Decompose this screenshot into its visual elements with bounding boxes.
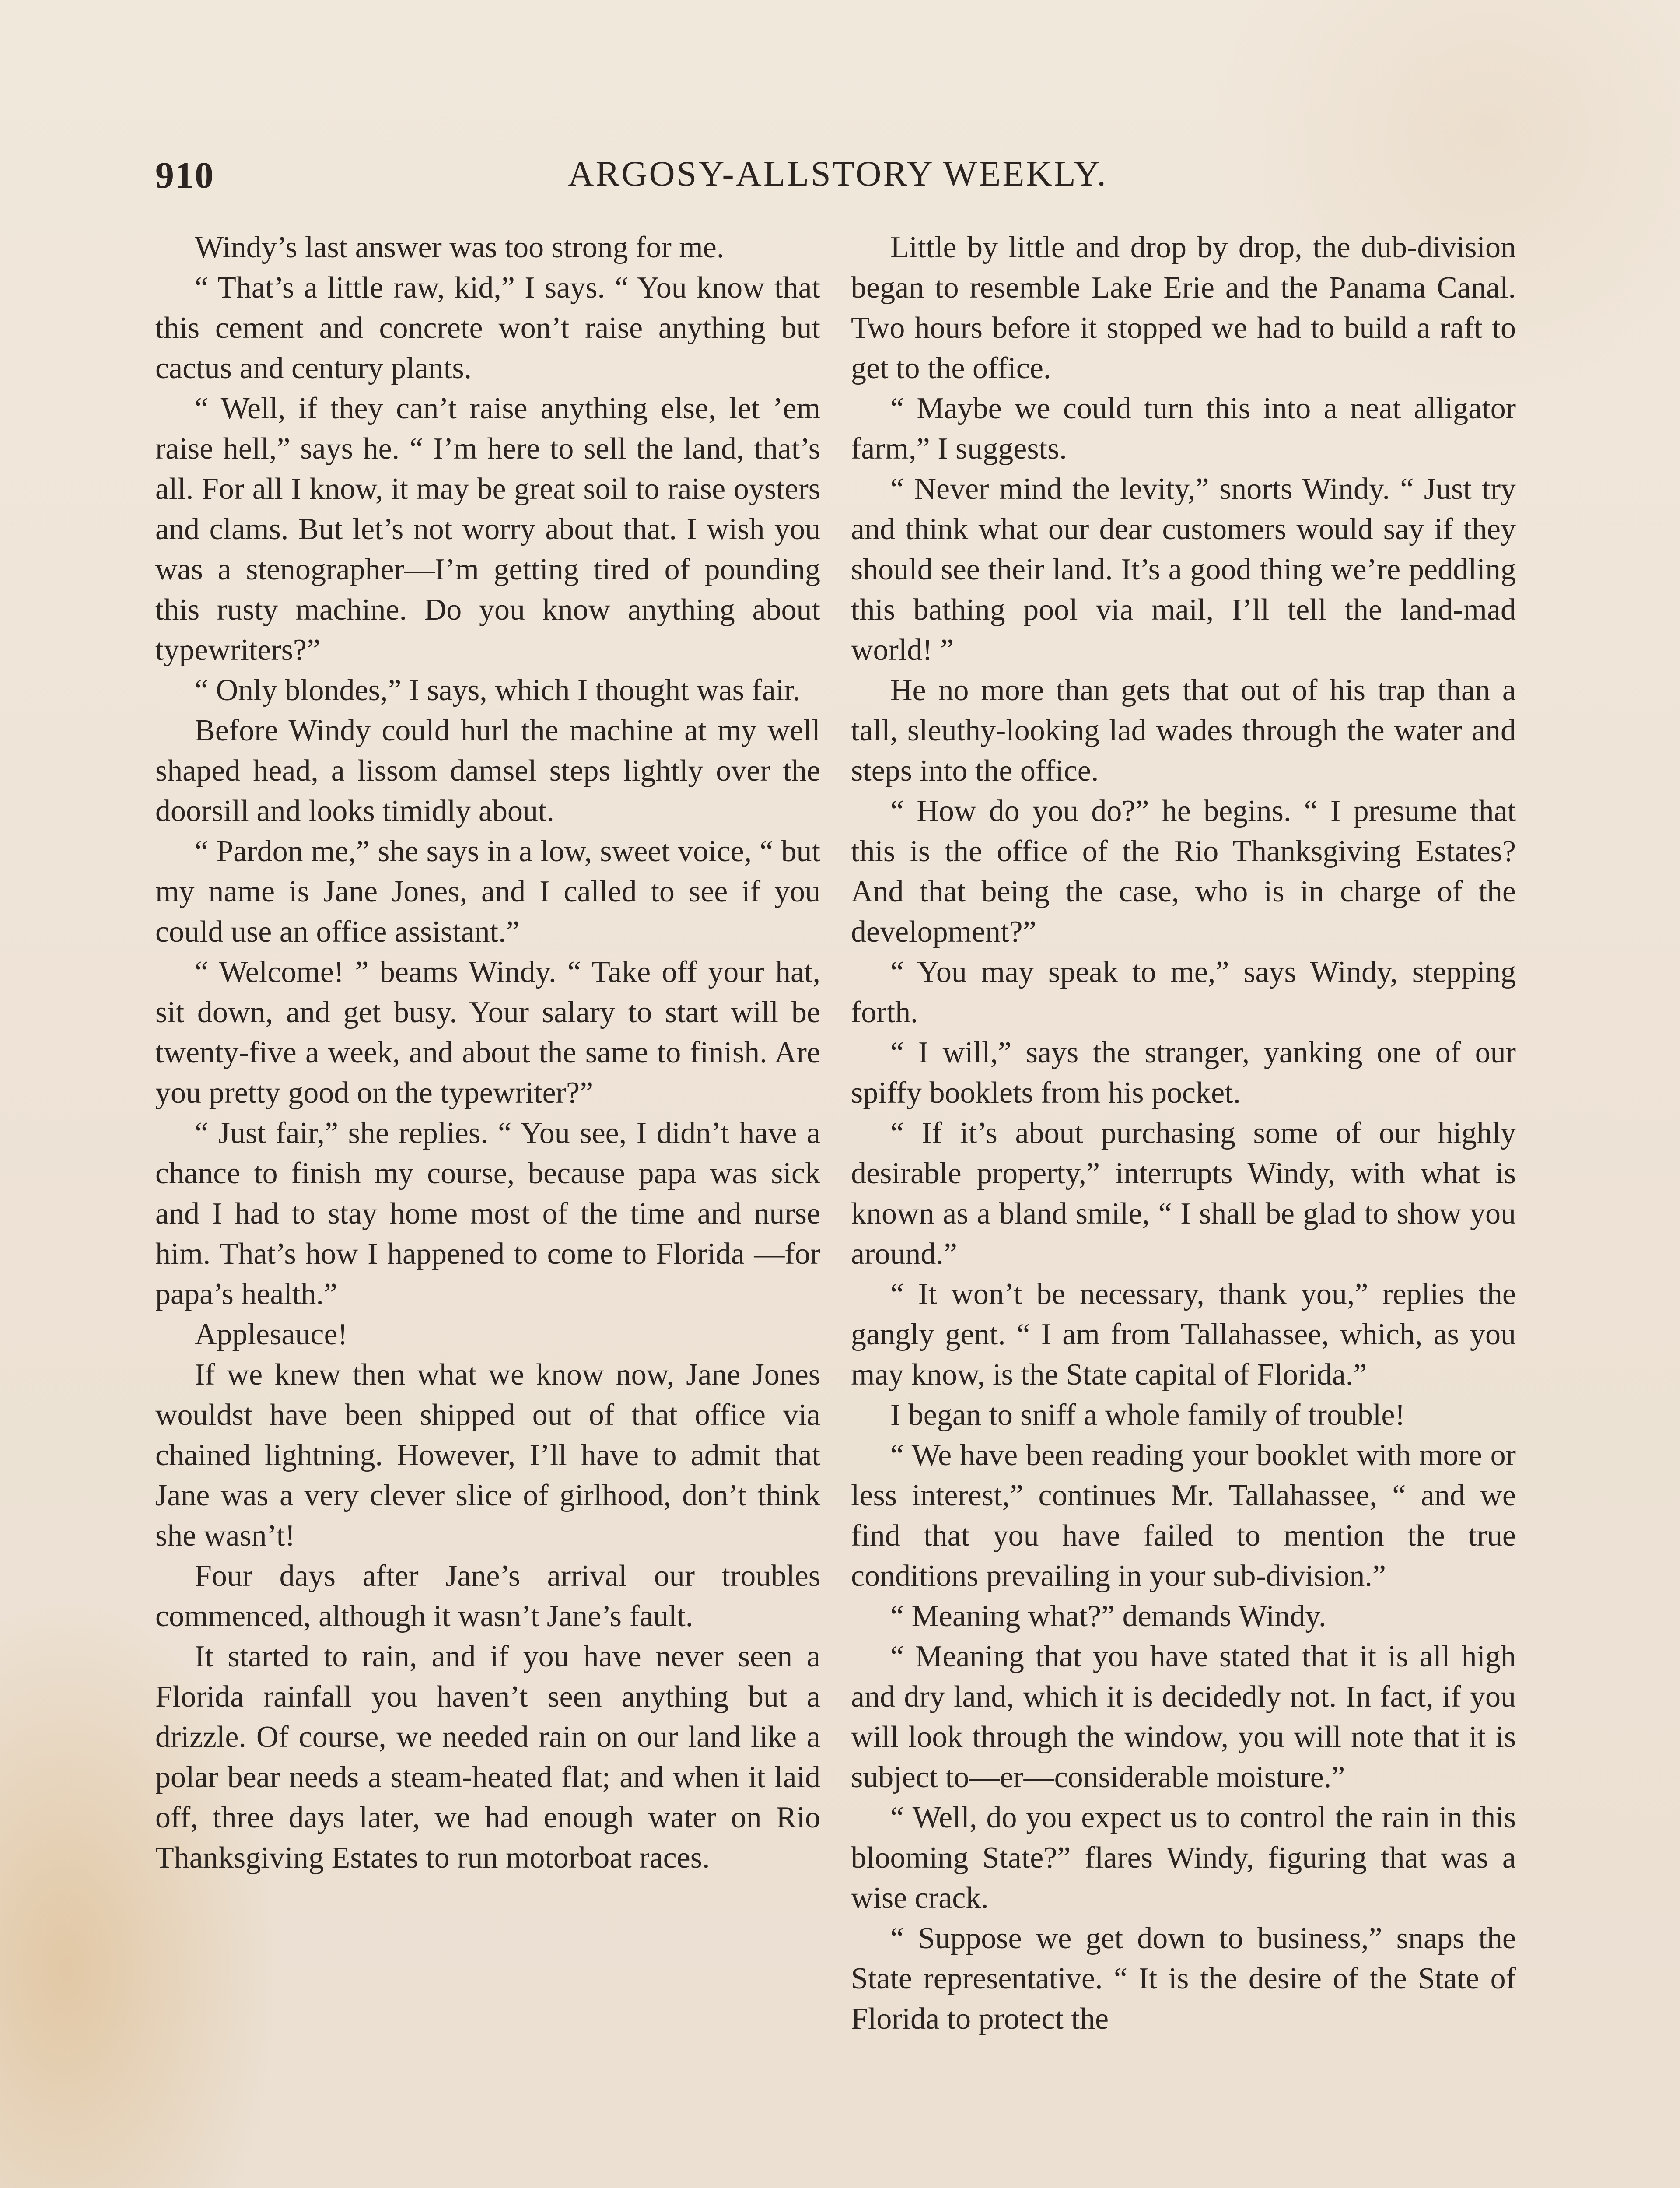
- paragraph: Little by little and drop by drop, the dub-division began to resemble Lake Erie and the Panama Canal. Two hours before it stopped we had to build a raft to get to the office.: [851, 231, 1516, 385]
- paragraph: It started to rain, and if you have never seen a Florida rainfall you haven’t seen anything but a drizzle. Of course, we needed rain on our land like a polar bear needs a steam-heated flat; and when it laid off, three days later, we had enough water on Rio Thanksgiving Estates to run motorboat races.: [155, 1640, 820, 1875]
- paragraph: “ If it’s about purchasing some of our highly desirable property,” interrupts Windy, with what is known as a bland smile, “ I shall be glad to show you around.”: [851, 1116, 1516, 1271]
- paragraph: If we knew then what we know now, Jane Jones wouldst have been shipped out of that office via chained lightning. However, I’ll have to admit that Jane was a very clever slice of girlhood, don’t think she wasn’t!: [155, 1358, 820, 1553]
- paragraph: “ Well, do you expect us to control the rain in this blooming State?” flares Windy, figuring that was a wise crack.: [851, 1801, 1516, 1915]
- paragraph: Four days after Jane’s arrival our troubles commenced, although it wasn’t Jane’s fault.: [155, 1559, 820, 1633]
- paragraph: “ Just fair,” she replies. “ You see, I didn’t have a chance to finish my course, because papa was sick and I had to stay home most of the time and nurse him. That’s how I happened to come to Florida —for papa’s health.”: [155, 1116, 820, 1311]
- paragraph: “ I will,” says the stranger, yanking one of our spiffy booklets from his pocket.: [851, 1036, 1516, 1110]
- left-column: [155, 228, 820, 1878]
- running-head-title: ARGOSY-ALLSTORY WEEKLY.: [568, 154, 1108, 193]
- paragraph: “ Meaning that you have stated that it is all high and dry land, which it is decidedly not. In fact, if you will look through the window, you will note that it is subject to—er—considerable moisture.”: [851, 1640, 1516, 1794]
- paragraph: Windy’s last answer was too strong for me.: [195, 231, 724, 264]
- paragraph: “ It won’t be necessary, thank you,” replies the gangly gent. “ I am from Tallahassee, which, as you may know, is the State capital of Florida.”: [851, 1277, 1516, 1392]
- paragraph: “ Pardon me,” she says in a low, sweet voice, “ but my name is Jane Jones, and I called to see if you could use an office assistant.”: [155, 835, 820, 949]
- page-header: [155, 153, 1520, 210]
- paragraph: “ Well, if they can’t raise anything else, let ’em raise hell,” says he. “ I’m here to sell the land, that’s all. For all I know, it may be great soil to raise oysters and clams. But let’s not worry about that. I wish you was a stenographer—I’m getting tired of pounding this rusty machine. Do you know anything about typewriters?”: [155, 392, 820, 667]
- paragraph: “ Suppose we get down to business,” snaps the State representative. “ It is the desire of the State of Florida to protect the: [851, 1922, 1516, 2036]
- paragraph: “ You may speak to me,” says Windy, stepping forth.: [851, 955, 1516, 1029]
- paragraph: “ Meaning what?” demands Windy.: [890, 1599, 1326, 1633]
- paragraph: “ Never mind the levity,” snorts Windy. “ Just try and think what our dear customers would say if they should see their land. It’s a good thing we’re peddling this bathing pool via mail, I’ll tell the land-mad world! ”: [851, 472, 1516, 667]
- paragraph: “ Maybe we could turn this into a neat alligator farm,” I suggests.: [851, 392, 1516, 466]
- paragraph: “ We have been reading your booklet with more or less interest,” continues Mr. Tallahassee, “ and we find that you have failed to mention the true conditions prevailing in your sub-division.”: [851, 1438, 1516, 1593]
- page-number: 910: [155, 154, 214, 196]
- paragraph: Before Windy could hurl the machine at my well shaped head, a lissom damsel steps lightly over the doorsill and looks timidly about.: [155, 714, 820, 828]
- paragraph: I began to sniff a whole family of trouble!: [890, 1398, 1405, 1432]
- paragraph: “ How do you do?” he begins. “ I presume that this is the office of the Rio Thanksgiving Estates? And that being the case, who is in charge of the development?”: [851, 794, 1516, 949]
- paragraph: He no more than gets that out of his trap than a tall, sleuthy-looking lad wades through the water and steps into the office.: [851, 673, 1516, 788]
- paragraph: “ Only blondes,” I says, which I thought was fair.: [195, 673, 801, 707]
- right-column: [851, 228, 1516, 2039]
- paragraph: “ Welcome! ” beams Windy. “ Take off your hat, sit down, and get busy. Your salary to start will be twenty-five a week, and about the same to finish. Are you pretty good on the typewriter?”: [155, 955, 820, 1110]
- paragraph: Applesauce!: [195, 1318, 348, 1351]
- paragraph: “ That’s a little raw, kid,” I says. “ You know that this cement and concrete won’t raise anything but cactus and century plants.: [155, 271, 820, 385]
